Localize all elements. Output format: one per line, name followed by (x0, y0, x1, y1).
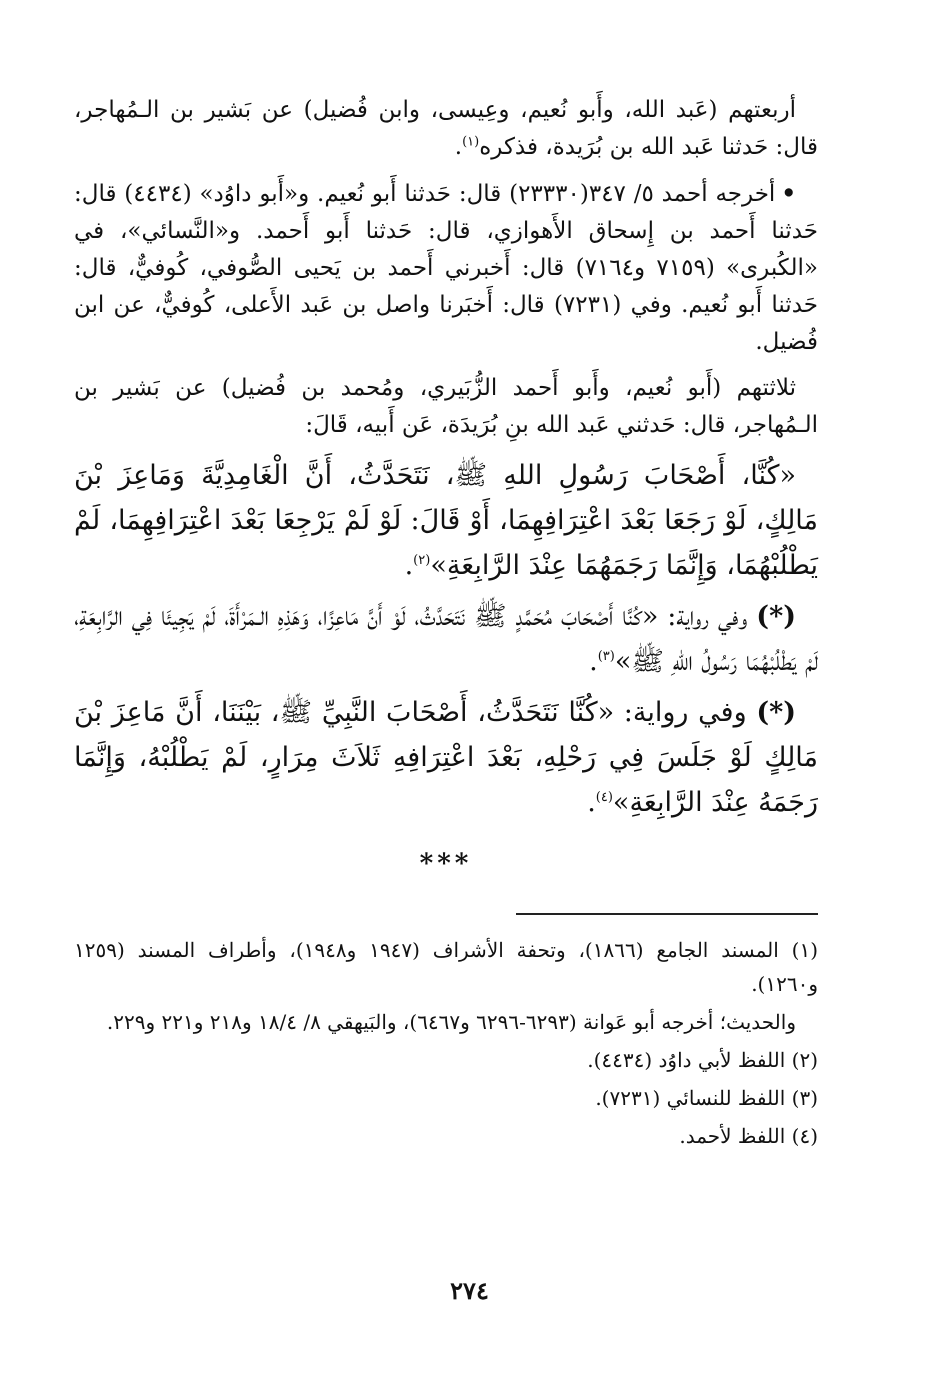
page-number: ٢٧٤ (450, 1276, 489, 1305)
footnote-4: (٤) اللفظ لأحمد. (679, 1124, 818, 1148)
page-content (74, 92, 818, 1157)
asterisk-marker: (*) (756, 601, 796, 632)
hadith-text-3: (*) وفي رواية: «كُنَّا نَتَحَدَّثُ، أَصْحَابَ النَّبِيِّ ﷺ، بَيْنَنَا، أَنَّ مَاعِزَ بْنَ مَالِكٍ لَوْ جَلَسَ فِي رَحْلِهِ، بَعْدَ اعْتِرَافِهِ ثَلاَثَ مِرَارٍ، لَمْ يَطْلُبْهُ، وَإِنَّمَا رَجَمَهُ عِنْدَ الرَّابِعَةِ»$^{(٤)}$. (74, 697, 818, 818)
hadith-text-2: (*) وفي رواية: «كُنَّا أَصْحَابَ مُحَمَّدٍ ﷺ نَتَحَدَّثُ، لَوْ أَنَّ مَاعِزًا، وَهَذِهِ الـمَرْأَةَ، لَمْ يَجِيئَا فِي الرَّابِعَةِ، لَمْ يَطْلُبْهُمَا رَسُولُ اللهِ ﷺ»$^{(٣)}$. (74, 601, 818, 677)
footnote-3: (٣) اللفظ للنسائي (٧٢٣١). (595, 1086, 818, 1110)
footnote-1: (١) المسند الجامع (١٨٦٦)، وتحفة الأشراف (١٩٤٧ و١٩٤٨)، وأطراف المسند (١٢٥٩ و١٢٦٠). (74, 938, 819, 996)
footnote-divider (516, 913, 818, 915)
bullet-icon: • (781, 180, 797, 207)
footnote-ref-1[interactable]: (١) (462, 134, 480, 150)
narrators-paragraph-1: أربعتهم (عَبد الله، وأَبو نُعيم، وعِيسى، وابن فُضيل) عن بَشير بن الـمُهاجر، قال: حَدثنا عَبد الله بن بُرَيدة، فذكره$^{(١)}$. (74, 97, 818, 160)
takhrij-paragraph: •أخرجه أحمد ٥/ ٣٤٧(٢٣٣٣٠) قال: حَدثنا أَبو نُعيم. و«أَبو داوُد» (٤٤٣٤) قال: حَدثنا أَحمد بن إِسحاق الأَهوازي، قال: حَدثنا أَبو أَحمد. و«النَّسائي»، في «الكُبرى» (٧١٥٩ و٧١٦٤) قال: أَخبرني أَحمد بن يَحيى الصُّوفي، كُوفيٌّ، قال: حَدثنا أَبو نُعيم. وفي (٧٢٣١) قال: أَخبَرنا واصل بن عَبد الأَعلى، كُوفيٌّ، عن ابن فُضيل. (74, 180, 819, 355)
footnote-2: (٢) اللفظ لأبي داوُد (٤٤٣٤). (587, 1048, 818, 1072)
footnote-1-continuation: والحديث؛ أخرجه أبو عَوانة (٦٢٩٣-٦٢٩٦ و٦٤٦٧)، والبَيهقي ٨/ ١٨/٤ و٢١٨ و٢٢١ و٢٢٩. (106, 1010, 796, 1034)
hadith-text-1: «كُنَّا، أَصْحَابَ رَسُولِ اللهِ ﷺ، نَتَحَدَّثُ، أَنَّ الْغَامِدِيَّةَ وَمَاعِزَ بْنَ مَالِكٍ، لَوْ رَجَعَا بَعْدَ اعْتِرَافِهِمَا، أَوْ قَالَ: لَوْ لَمْ يَرْجِعَا بَعْدَ اعْتِرَافِهِمَا، لَمْ يَطْلُبْهُمَا، وَإِنَّمَا رَجَمَهُمَا عِنْدَ الرَّابِعَةِ»$^{(٢)}$. (74, 460, 818, 581)
asterisk-marker: (*) (756, 697, 796, 728)
footnote-ref-4[interactable]: (٤) (595, 790, 613, 805)
section-separator: *** (419, 849, 473, 879)
footnote-ref-2[interactable]: (٢) (413, 553, 431, 568)
footnote-ref-3[interactable]: (٣) (597, 649, 615, 664)
narrators-paragraph-2: ثلاثتهم (أَبو نُعيم، وأَبو أَحمد الزُّبَيري، ومُحمد بن فُضيل) عن بَشير بن الـمُهاجر، قال: حَدثني عَبد الله بنِ بُرَيدَة، عَن أَبيه، قَالَ: (74, 375, 818, 438)
